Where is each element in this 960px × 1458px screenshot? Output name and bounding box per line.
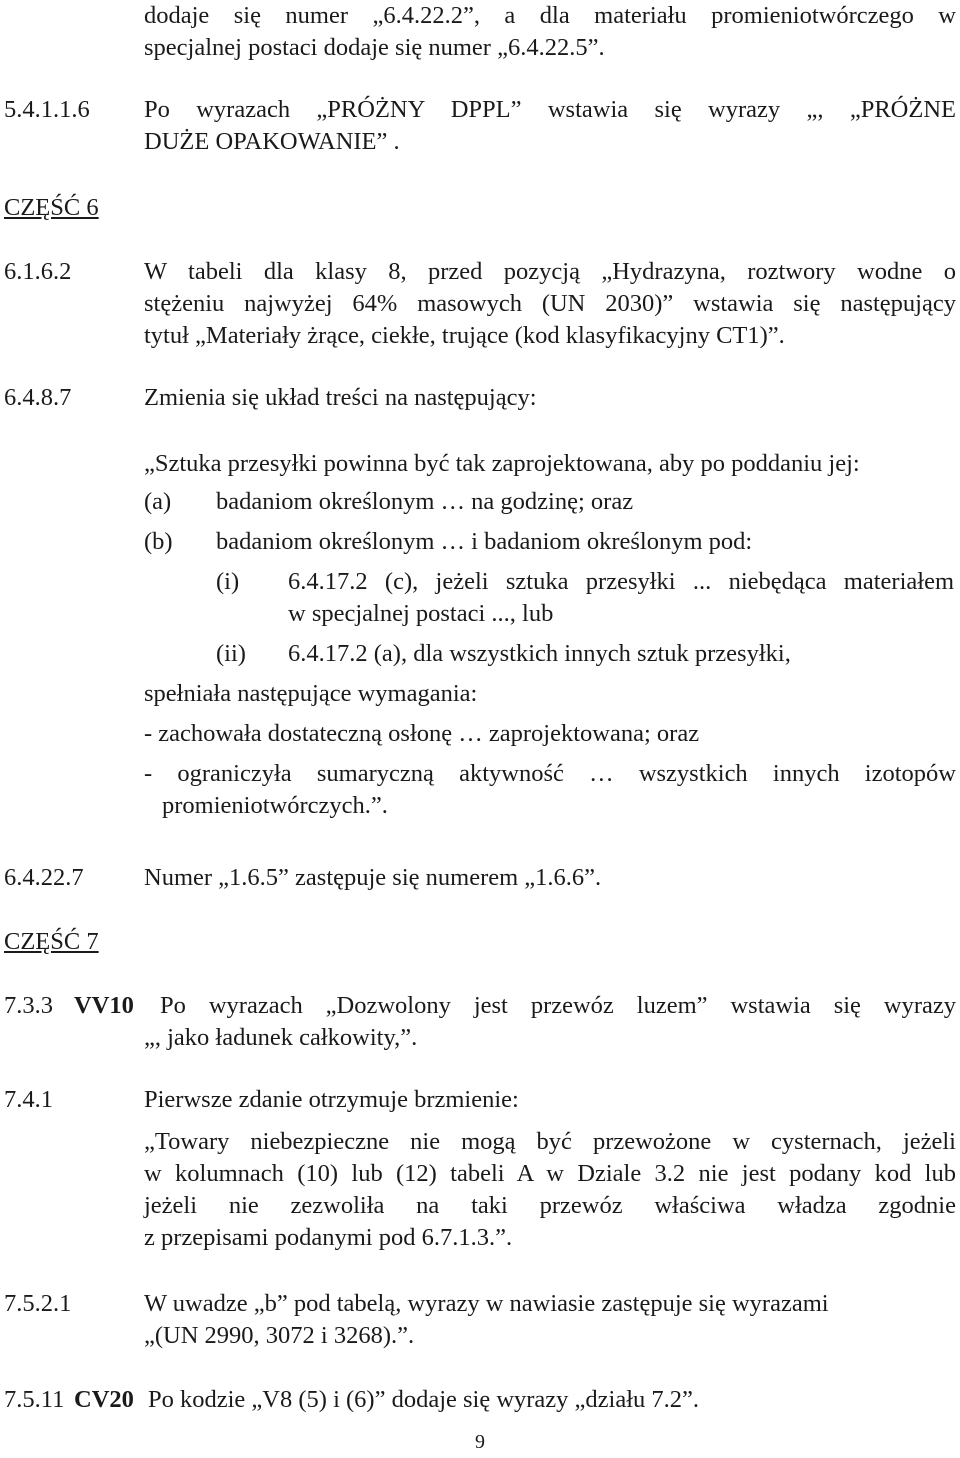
quote-line: „Sztuka przesyłki powinna być tak zaprojektowana, aby po poddaniu jej: — [144, 450, 860, 477]
sublist-item-text: w specjalnej postaci ..., lub — [288, 600, 554, 627]
text-line: DUŻE OPAKOWANIE” . — [144, 128, 400, 155]
page-number: 9 — [475, 1431, 485, 1453]
dash-item-cont: promieniotwórczych.”. — [162, 792, 388, 819]
text-line: dodaje się numer „6.4.22.2”, a dla materiału promieniotwórczego w — [144, 2, 956, 29]
section-number: 5.4.1.1.6 — [4, 96, 90, 123]
text-line: spełniała następujące wymagania: — [144, 680, 478, 707]
quote-line: jeżeli nie zezwoliła na taki przewóz właściwa władza zgodnie — [144, 1192, 956, 1219]
quote-line: „Towary niebezpieczne nie mogą być przewożone w cysternach, jeżeli — [144, 1128, 956, 1155]
quote-line: w kolumnach (10) lub (12) tabeli A w Dziale 3.2 nie jest podany kod lub — [144, 1160, 956, 1187]
sublist-label: (ii) — [216, 640, 246, 667]
section-number: 6.4.22.7 — [4, 864, 84, 891]
code-label: CV20 — [74, 1386, 134, 1413]
section-number: 7.4.1 — [4, 1086, 53, 1113]
list-item-text: badaniom określonym … na godzinę; oraz — [216, 488, 634, 515]
text-line: Po kodzie „V8 (5) i (6)” dodaje się wyrazy „działu 7.2”. — [148, 1386, 700, 1413]
text-line: Pierwsze zdanie otrzymuje brzmienie: — [144, 1086, 519, 1113]
list-label: (a) — [144, 488, 172, 515]
text-line: Zmienia się układ treści na następujący: — [144, 384, 537, 411]
sublist-item-text: 6.4.17.2 (a), dla wszystkich innych sztuk przesyłki, — [288, 640, 791, 667]
text-line: W uwadze „b” pod tabelą, wyrazy w nawiasie zastępuje się wyrazami — [144, 1290, 829, 1317]
part-heading: CZĘŚĆ 6 — [4, 194, 99, 221]
text-line: tytuł „Materiały żrące, ciekłe, trujące (kod klasyfikacyjny CT1)”. — [144, 322, 785, 349]
section-number: 7.5.11 — [4, 1386, 65, 1413]
text-line: „, jako ładunek całkowity,”. — [144, 1024, 418, 1051]
sublist-label: (i) — [216, 568, 240, 595]
section-number: 6.4.8.7 — [4, 384, 72, 411]
text-line: W tabeli dla klasy 8, przed pozycją „Hydrazyna, roztwory wodne o — [144, 258, 956, 285]
section-number: 6.1.6.2 — [4, 258, 72, 285]
code-label: VV10 — [74, 992, 134, 1019]
quote-line: z przepisami podanymi pod 6.7.1.3.”. — [144, 1224, 513, 1251]
list-label: (b) — [144, 528, 173, 555]
part-heading: CZĘŚĆ 7 — [4, 928, 99, 955]
section-number: 7.5.2.1 — [4, 1290, 72, 1317]
text-line: stężeniu najwyżej 64% masowych (UN 2030)” wstawia się następujący — [144, 290, 956, 317]
list-item-text: badaniom określonym … i badaniom określonym pod: — [216, 528, 753, 555]
text-line: Po wyrazach „Dozwolony jest przewóz luzem” wstawia się wyrazy — [160, 992, 956, 1019]
text-line: Po wyrazach „PRÓŻNY DPPL” wstawia się wyrazy „, „PRÓŻNE — [144, 96, 956, 123]
text-line: specjalnej postaci dodaje się numer „6.4.22.5”. — [144, 34, 605, 61]
sublist-item-text: 6.4.17.2 (c), jeżeli sztuka przesyłki ... niebędąca materiałem — [288, 568, 954, 595]
text-line: Numer „1.6.5” zastępuje się numerem „1.6.6”. — [144, 864, 602, 891]
dash-item: - zachowała dostateczną osłonę … zaprojektowana; oraz — [144, 720, 700, 747]
section-number: 7.3.3 — [4, 992, 53, 1019]
text-line: „(UN 2990, 3072 i 3268).”. — [144, 1322, 415, 1349]
dash-item: - ograniczyła sumaryczną aktywność … wszystkich innych izotopów — [144, 760, 956, 787]
